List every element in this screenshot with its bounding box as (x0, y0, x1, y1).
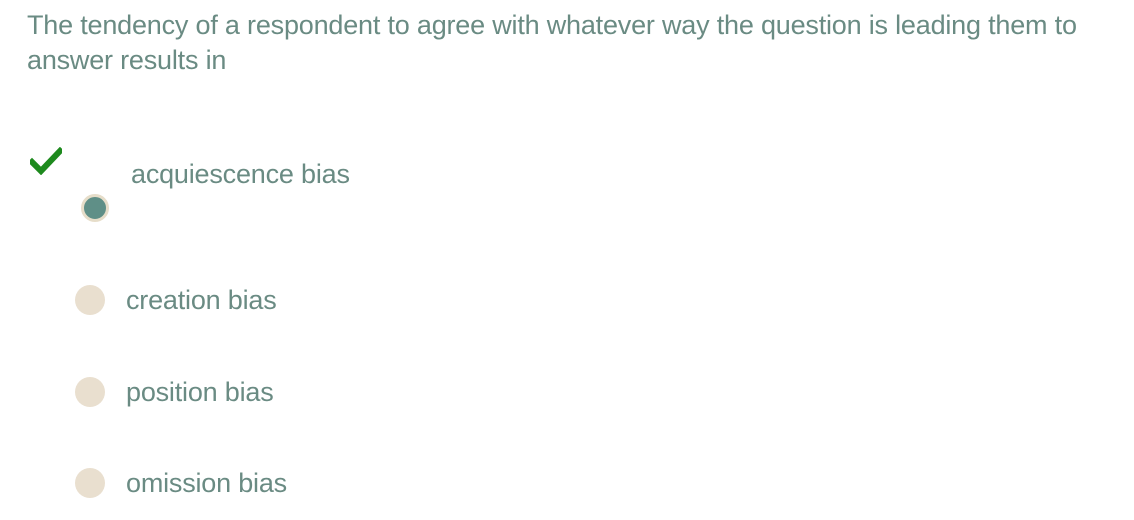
radio-button[interactable] (75, 285, 105, 315)
radio-button-selected[interactable] (81, 194, 109, 222)
answer-option-creation-bias[interactable] (0, 280, 1134, 320)
answer-label: creation bias (126, 285, 277, 315)
radio-button[interactable] (75, 377, 105, 407)
question-text: The tendency of a respondent to agree with whatever way the question is leading them to answer results in (27, 10, 1077, 75)
answer-option-omission-bias[interactable] (0, 463, 1134, 503)
answer-option-acquiescence-bias[interactable] (0, 150, 1134, 230)
answer-label: omission bias (126, 468, 287, 498)
answer-label: acquiescence bias (131, 159, 350, 189)
answer-option-position-bias[interactable] (0, 372, 1134, 412)
answer-label: position bias (126, 377, 274, 407)
radio-button[interactable] (75, 468, 105, 498)
